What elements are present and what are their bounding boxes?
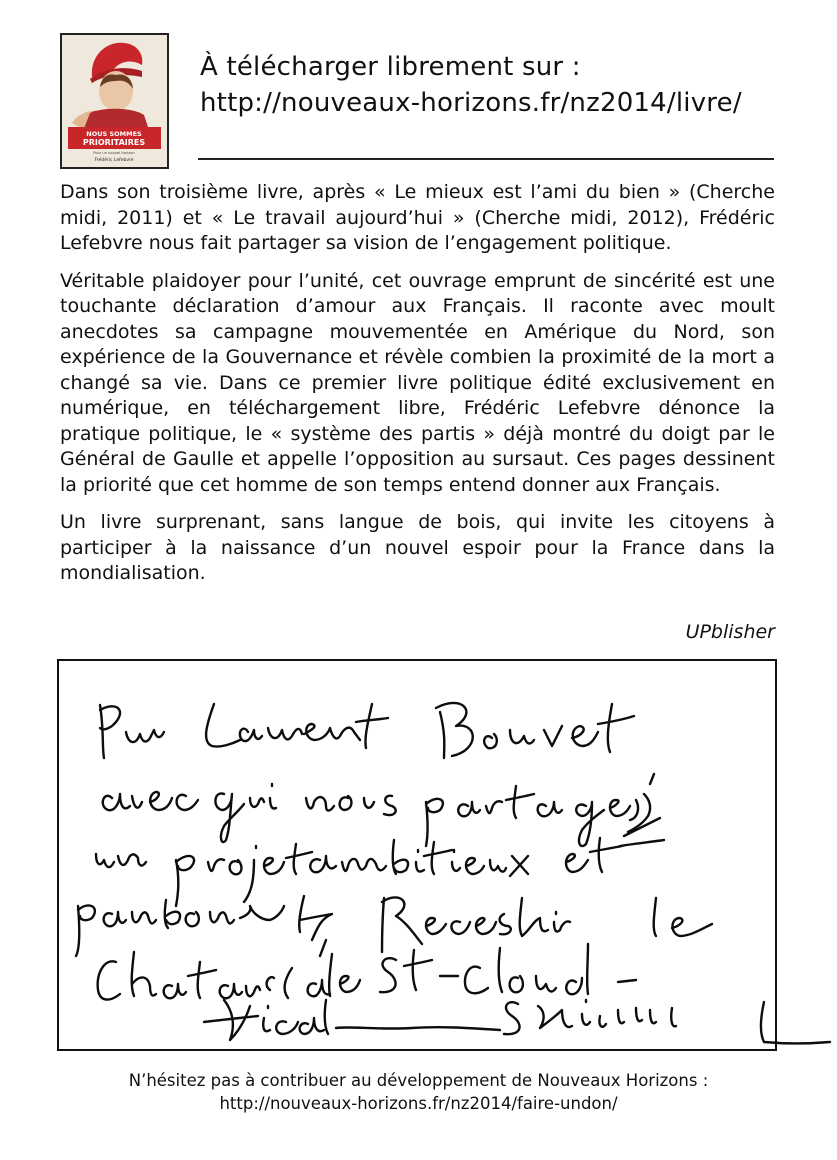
description-paragraph-2: Véritable plaidoyer pour l’unité, cet ouvrage emprunt de sincérité est une touchante déclaration d’amour aux Français. Il raconte avec moult anecdotes sa campagne mouvementée en Amérique du Nord, son expérience de la Gouvernance et révèle combien la proximité de la mort a changé sa vie. Dans ce premier livre politique édité exclusivement en numérique, en téléchargement libre, Frédéric Lefebvre dénonce la pratique politique, le « système des partis » déjà montré du doigt par le Général de Gaulle et appelle l’opposition au sursaut. Ces pages dessinent la priorité que cet homme de son temps entend donner aux Français. (60, 269, 775, 496)
footer-donate-link[interactable]: http://nouveaux-horizons.fr/nz2014/faire-undon/ (219, 1094, 618, 1113)
footer-contribute-text: N’hésitez pas à contribuer au développement de Nouveaux Horizons : (128, 1071, 709, 1090)
description-paragraph-3: Un livre surprenant, sans langue de bois, qui invite les citoyens à participer à la naissance d’un nouvel espoir pour la France dans la mondialisation. (60, 511, 775, 584)
cover-author: Frédéric Lefebvre (94, 158, 134, 163)
download-url-link[interactable]: http://nouveaux-horizons.fr/nz2014/livre/ (200, 88, 742, 118)
publisher-credit: UPblisher (685, 621, 775, 643)
description-paragraph-1: Dans son troisième livre, après « Le mieux est l’ami du bien » (Cherche midi, 2011) et « Le travail aujourd’hui » (Cherche midi, 2012), Frédéric Lefebvre nous fait partager sa vision de l’engagement politique. (60, 181, 775, 254)
cover-title-line2: PRIORITAIRES (82, 138, 146, 147)
cover-title-line1: NOUS SOMMES (86, 130, 142, 138)
download-label: À télécharger librement sur : (200, 52, 581, 82)
cover-subtitle: Pour un nouvel horizon (93, 151, 135, 155)
